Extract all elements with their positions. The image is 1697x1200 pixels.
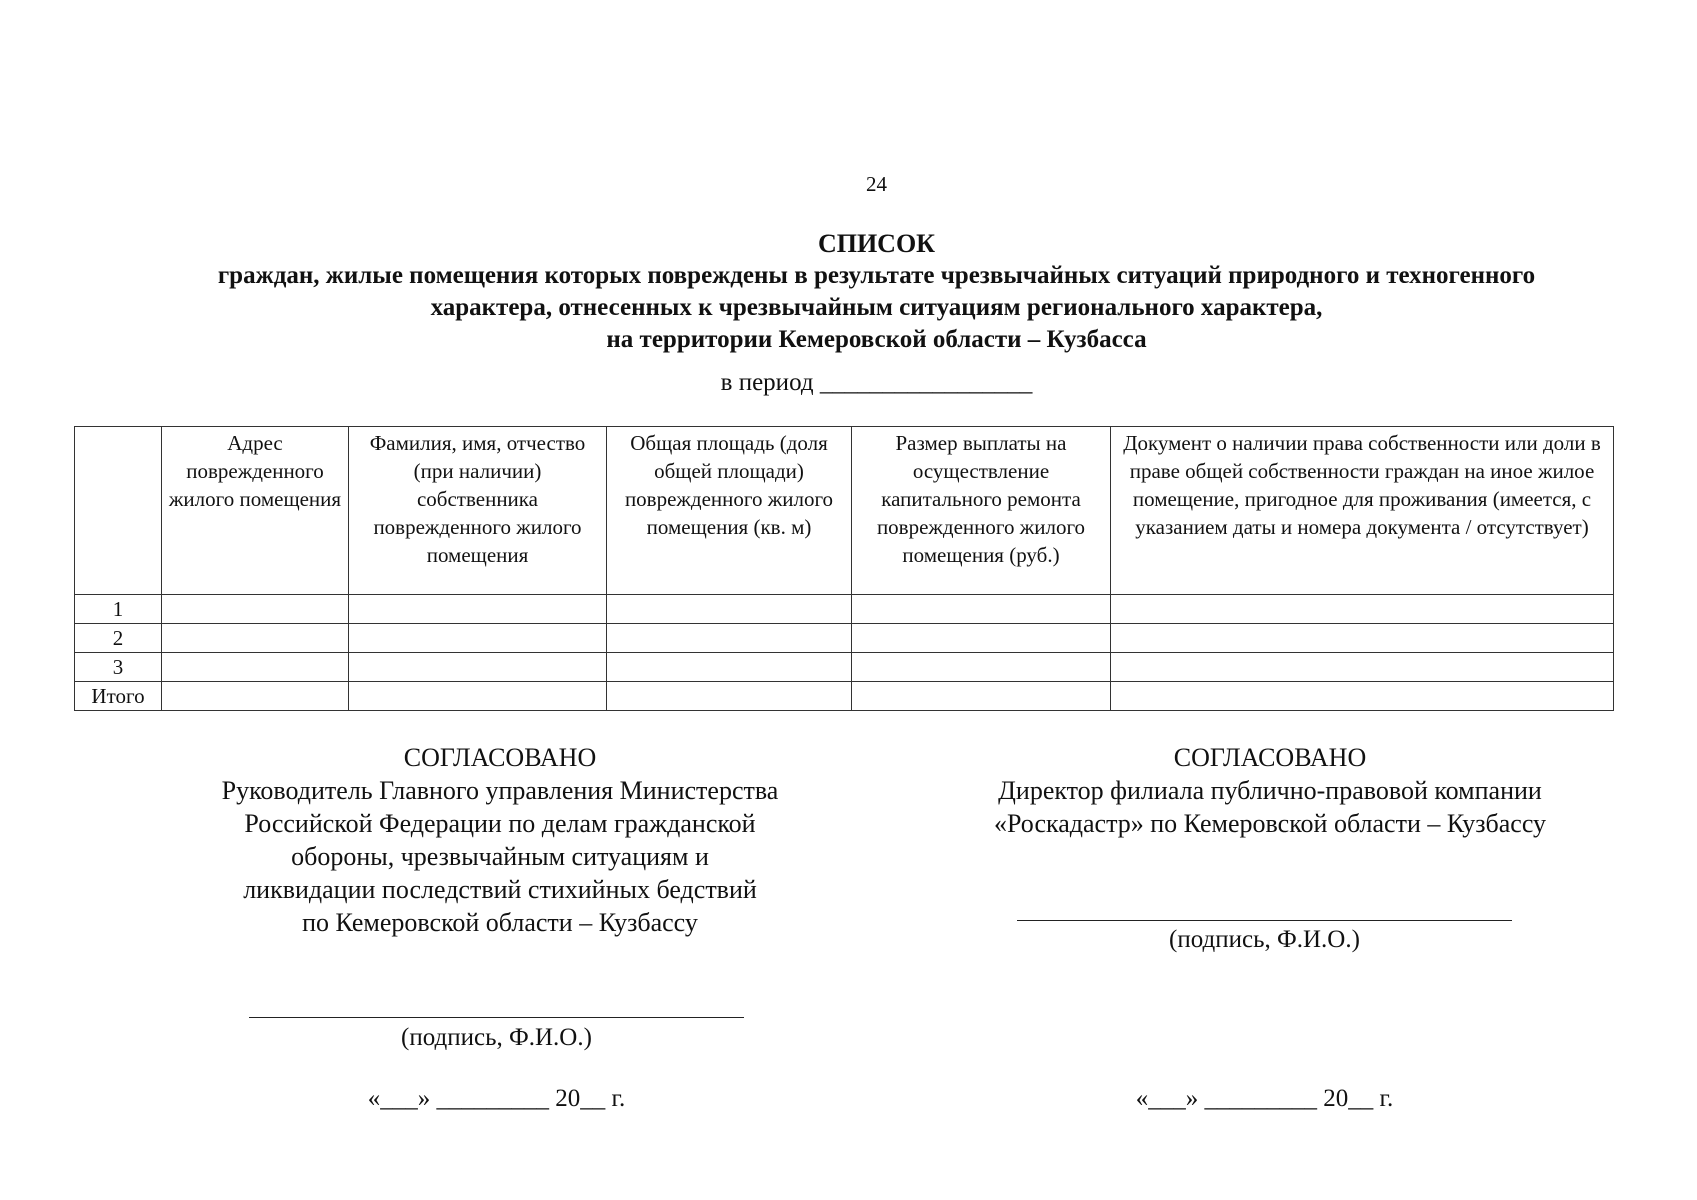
approval-right-line-1: Директор филиала публично-правовой компании xyxy=(998,776,1542,805)
title-line-2: характера, отнесенных к чрезвычайным ситуациям регионального характера, xyxy=(430,294,1323,321)
approval-left-heading: СОГЛАСОВАНО xyxy=(403,743,597,772)
header-ownership-document: Документ о наличии права собственности или доли в праве общей собственности граждан на иное жилое помещение, пригодное для проживания (имеется, с указанием даты и номера документа / отсутствует) xyxy=(1111,427,1614,595)
title-line-1: граждан, жилые помещения которых повреждены в результате чрезвычайных ситуаций природного и техногенного xyxy=(217,262,1536,289)
date-line-left: «___» _________ 20__ г. xyxy=(367,1085,626,1112)
table-row xyxy=(75,624,1614,653)
table-cell xyxy=(162,682,349,711)
approval-right-heading: СОГЛАСОВАНО xyxy=(1173,743,1367,772)
header-owner-name: Фамилия, имя, отчество (при наличии) собственника поврежденного жилого помещения xyxy=(349,427,607,595)
table-cell xyxy=(607,595,852,624)
table-cell xyxy=(607,682,852,711)
table-cell xyxy=(349,682,607,711)
approval-left-line-3: обороны, чрезвычайным ситуациям и xyxy=(291,842,709,871)
row-number: 3 xyxy=(75,653,162,682)
table-cell xyxy=(852,595,1111,624)
header-address: Адрес поврежденного жилого помещения xyxy=(162,427,349,595)
row-number: 2 xyxy=(75,624,162,653)
table-row xyxy=(75,653,1614,682)
table-header-row xyxy=(75,427,1614,595)
signature-caption-right: (подпись, Ф.И.О.) xyxy=(1169,926,1360,953)
approval-left xyxy=(180,741,820,939)
approval-right xyxy=(950,741,1590,840)
table-cell xyxy=(349,624,607,653)
table-cell xyxy=(1111,653,1614,682)
period-line: в период _________________ xyxy=(720,369,1033,396)
approval-left-line-5: по Кемеровской области – Кузбассу xyxy=(302,908,698,937)
date-line-right: «___» _________ 20__ г. xyxy=(1135,1085,1394,1112)
document-title xyxy=(0,228,1697,356)
page-number: 24 xyxy=(866,172,887,196)
table-cell xyxy=(1111,682,1614,711)
table-cell xyxy=(162,595,349,624)
approval-right-line-2: «Роскадастр» по Кемеровской области – Кузбассу xyxy=(993,809,1547,838)
approval-left-line-2: Российской Федерации по делам гражданской xyxy=(244,809,756,838)
table-cell xyxy=(162,624,349,653)
table-cell xyxy=(1111,624,1614,653)
table-cell xyxy=(607,653,852,682)
header-number xyxy=(75,427,162,595)
title-line-3: на территории Кемеровской области – Кузбасса xyxy=(606,326,1147,353)
table-cell xyxy=(349,653,607,682)
citizens-table xyxy=(74,426,1614,711)
header-area: Общая площадь (доля общей площади) поврежденного жилого помещения (кв. м) xyxy=(607,427,852,595)
approval-left-line-4: ликвидации последствий стихийных бедствий xyxy=(243,875,757,904)
table-cell xyxy=(349,595,607,624)
table-cell xyxy=(852,624,1111,653)
table-cell xyxy=(852,682,1111,711)
signature-line-right xyxy=(1017,920,1512,921)
header-payment: Размер выплаты на осуществление капитального ремонта поврежденного жилого помещения (руб.) xyxy=(852,427,1111,595)
table-cell xyxy=(162,653,349,682)
table-row xyxy=(75,595,1614,624)
row-number: 1 xyxy=(75,595,162,624)
title-main: СПИСОК xyxy=(817,229,936,258)
table-cell xyxy=(607,624,852,653)
table-cell xyxy=(852,653,1111,682)
signature-caption-left: (подпись, Ф.И.О.) xyxy=(401,1024,592,1051)
signature-line-left xyxy=(249,1017,744,1018)
approval-left-line-1: Руководитель Главного управления Министерства xyxy=(221,776,779,805)
table-cell xyxy=(1111,595,1614,624)
table-total-row xyxy=(75,682,1614,711)
row-total-label: Итого xyxy=(75,682,162,711)
